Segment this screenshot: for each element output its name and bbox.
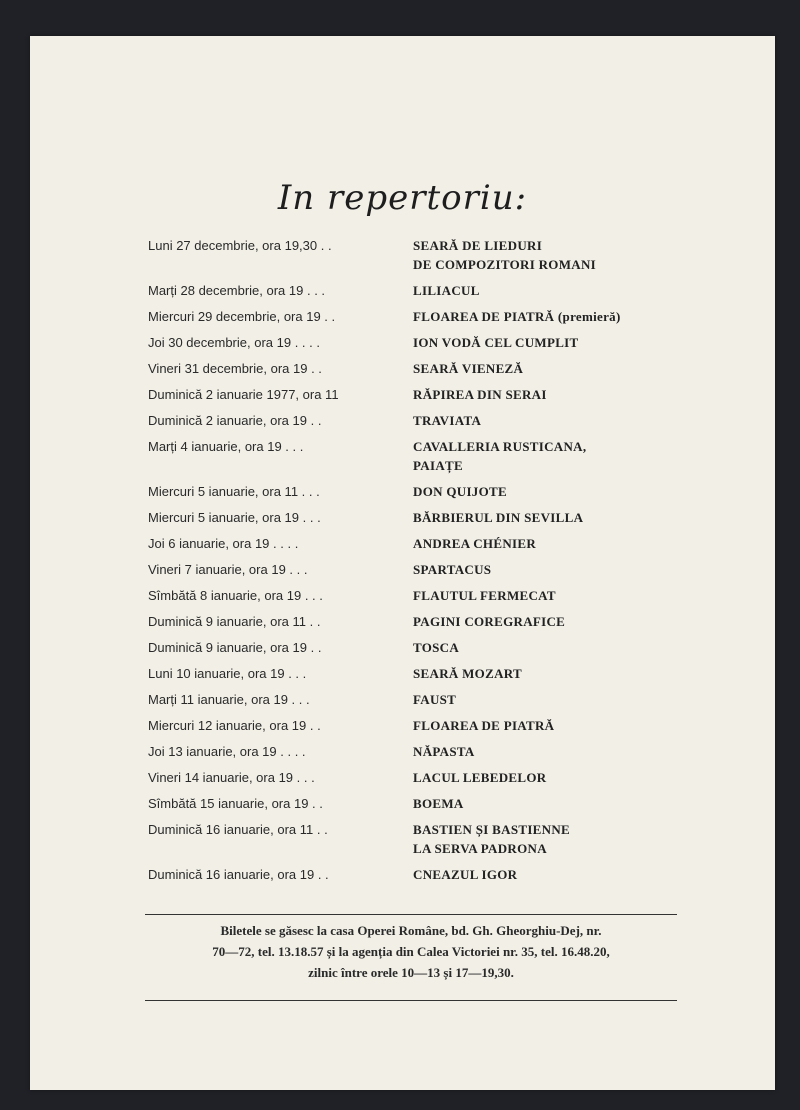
ticket-info-line-2: 70—72, tel. 13.18.57 și la agenția din Calea Victoriei nr. 35, tel. 16.48.20, xyxy=(212,944,610,959)
performance-title: SPARTACUS xyxy=(413,562,492,577)
performance-date: Sîmbătă 8 ianuarie, ora 19 . . . xyxy=(148,588,323,603)
repertoire-row xyxy=(148,359,708,378)
performance-date: Miercuri 29 decembrie, ora 19 . . xyxy=(148,309,336,324)
performance-title: BĂRBIERUL DIN SEVILLA xyxy=(413,510,584,525)
performance-date: Duminică 9 ianuarie, ora 11 . . xyxy=(148,614,321,629)
performance-date: Luni 10 ianuarie, ora 19 . . . xyxy=(148,666,307,681)
performance-date: Miercuri 5 ianuarie, ora 19 . . . xyxy=(148,510,321,525)
page-title: In repertoriu: xyxy=(277,178,528,218)
ticket-info-line-3: zilnic între orele 10—13 și 17—19,30. xyxy=(308,965,514,980)
repertoire-row xyxy=(148,768,708,787)
performance-title: LACUL LEBEDELOR xyxy=(413,770,547,785)
performance-title: CNEAZUL IGOR xyxy=(413,867,518,882)
performance-title: SEARĂ VIENEZĂ xyxy=(413,361,524,376)
performance-title: BOEMA xyxy=(413,796,464,811)
performance-title: SEARĂ DE LIEDURI DE COMPOZITORI ROMANI xyxy=(413,238,597,272)
ticket-info xyxy=(145,920,677,983)
performance-date: Vineri 14 ianuarie, ora 19 . . . xyxy=(148,770,315,785)
performance-title: LILIACUL xyxy=(413,283,480,298)
performance-title: CAVALLERIA RUSTICANA, PAIAȚE xyxy=(413,439,587,473)
performance-date: Miercuri 5 ianuarie, ora 11 . . . xyxy=(148,484,320,499)
performance-date: Sîmbătă 15 ianuarie, ora 19 . . xyxy=(148,796,323,811)
performance-title: TOSCA xyxy=(413,640,460,655)
performance-title: FLOAREA DE PIATRĂ xyxy=(413,718,555,733)
performance-date: Duminică 2 ianuarie 1977, ora 11 xyxy=(148,387,339,402)
performance-date: Luni 27 decembrie, ora 19,30 . . xyxy=(148,238,332,253)
performance-date: Miercuri 12 ianuarie, ora 19 . . xyxy=(148,718,321,733)
performance-title: RĂPIREA DIN SERAI xyxy=(413,387,547,402)
repertoire-row xyxy=(148,437,708,475)
performance-date: Duminică 9 ianuarie, ora 19 . . xyxy=(148,640,322,655)
performance-title: TRAVIATA xyxy=(413,413,482,428)
performance-date: Joi 30 decembrie, ora 19 . . . . xyxy=(148,335,320,350)
repertoire-row xyxy=(148,664,708,683)
performance-title: FLAUTUL FERMECAT xyxy=(413,588,556,603)
repertoire-row xyxy=(148,638,708,657)
repertoire-row xyxy=(148,820,708,858)
repertoire-row xyxy=(148,534,708,553)
performance-date: Marți 28 decembrie, ora 19 . . . xyxy=(148,283,326,298)
repertoire-row xyxy=(148,333,708,352)
ticket-info-line-1: Biletele se găsesc la casa Operei Române, bd. Gh. Gheorghiu-Dej, nr. xyxy=(220,923,602,938)
repertoire-row xyxy=(148,411,708,430)
program-page xyxy=(30,36,775,1090)
repertoire-row xyxy=(148,385,708,404)
performance-date: Duminică 2 ianuarie, ora 19 . . xyxy=(148,413,322,428)
performance-title: FLOAREA DE PIATRĂ (premieră) xyxy=(413,309,621,324)
performance-date: Marți 4 ianuarie, ora 19 . . . xyxy=(148,439,304,454)
repertoire-row xyxy=(148,482,708,501)
performance-title: ION VODĂ CEL CUMPLIT xyxy=(413,335,579,350)
performance-date: Joi 13 ianuarie, ora 19 . . . . xyxy=(148,744,306,759)
performance-title: SEARĂ MOZART xyxy=(413,666,522,681)
repertoire-row xyxy=(148,865,708,884)
repertoire-row xyxy=(148,794,708,813)
performance-title: NĂPASTA xyxy=(413,744,475,759)
repertoire-row xyxy=(148,236,708,274)
performance-date: Vineri 31 decembrie, ora 19 . . xyxy=(148,361,322,376)
divider-top xyxy=(145,914,677,915)
performance-title: DON QUIJOTE xyxy=(413,484,507,499)
performance-title: BASTIEN ȘI BASTIENNE LA SERVA PADRONA xyxy=(413,822,571,856)
performance-date: Marți 11 ianuarie, ora 19 . . . xyxy=(148,692,310,707)
divider-bottom xyxy=(145,1000,677,1001)
repertoire-row xyxy=(148,281,708,300)
repertoire-list xyxy=(148,236,708,891)
repertoire-row xyxy=(148,307,708,326)
performance-date: Duminică 16 ianuarie, ora 19 . . xyxy=(148,867,329,882)
performance-date: Joi 6 ianuarie, ora 19 . . . . xyxy=(148,536,299,551)
repertoire-row xyxy=(148,586,708,605)
repertoire-row xyxy=(148,716,708,735)
repertoire-row xyxy=(148,560,708,579)
repertoire-row xyxy=(148,742,708,761)
performance-title: FAUST xyxy=(413,692,457,707)
performance-date: Duminică 16 ianuarie, ora 11 . . xyxy=(148,822,328,837)
repertoire-row xyxy=(148,612,708,631)
repertoire-row xyxy=(148,508,708,527)
performance-title: ANDREA CHÉNIER xyxy=(413,536,537,551)
performance-date: Vineri 7 ianuarie, ora 19 . . . xyxy=(148,562,308,577)
performance-title: PAGINI COREGRAFICE xyxy=(413,614,566,629)
repertoire-row xyxy=(148,690,708,709)
